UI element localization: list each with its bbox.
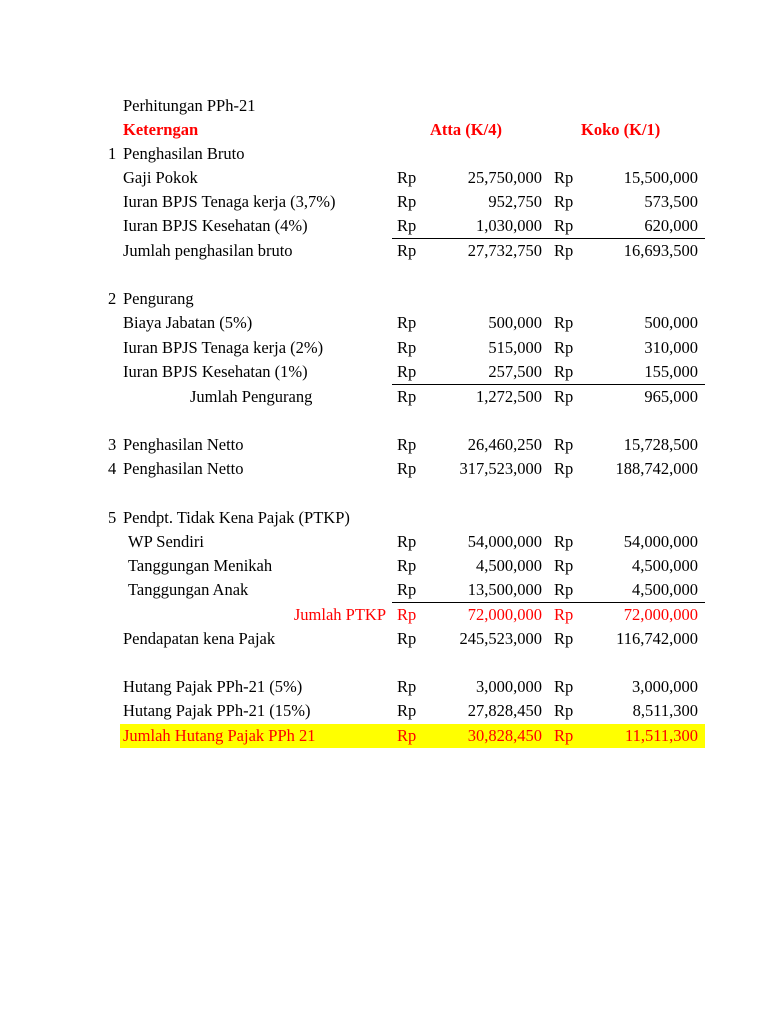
section-number: 5 [108, 508, 117, 527]
table-row [0, 360, 768, 384]
row-label: Jumlah penghasilan bruto [123, 241, 293, 260]
value-atta: 26,460,250 [467, 435, 542, 454]
value-atta: 72,000,000 [467, 605, 542, 624]
currency-label: Rp [397, 629, 417, 648]
section-heading: Pengurang [123, 289, 194, 308]
currency-label: Rp [397, 168, 417, 187]
table-row [0, 336, 768, 360]
currency-label: Rp [554, 387, 574, 406]
total-row [0, 239, 768, 263]
currency-label: Rp [397, 701, 417, 720]
section-heading: Penghasilan Bruto [123, 144, 245, 163]
value-koko: 116,742,000 [616, 629, 698, 648]
value-atta: 317,523,000 [459, 459, 542, 478]
currency-label: Rp [554, 313, 574, 332]
currency-label: Rp [397, 387, 417, 406]
value-koko: 11,511,300 [624, 726, 698, 745]
value-atta: 245,523,000 [459, 629, 542, 648]
value-koko: 4,500,000 [632, 556, 698, 575]
section-number: 3 [108, 435, 117, 454]
grand-total-row [0, 724, 768, 748]
value-atta: 4,500,000 [476, 556, 542, 575]
title-row [0, 94, 768, 118]
table-row [0, 675, 768, 699]
currency-label: Rp [554, 216, 574, 235]
value-atta: 1,272,500 [476, 387, 542, 406]
section-number: 4 [108, 459, 117, 478]
value-atta: 952,750 [488, 192, 542, 211]
row-label: Penghasilan Netto [123, 459, 244, 478]
value-koko: 573,500 [644, 192, 698, 211]
value-atta: 27,828,450 [467, 701, 542, 720]
currency-label: Rp [554, 435, 574, 454]
value-atta: 257,500 [488, 362, 542, 381]
total-row [0, 385, 768, 409]
header-atta: Atta (K/4) [430, 120, 502, 139]
currency-label: Rp [397, 362, 417, 381]
currency-label: Rp [397, 192, 417, 211]
currency-label: Rp [554, 192, 574, 211]
header-row [0, 118, 768, 142]
value-koko: 4,500,000 [632, 580, 698, 599]
table-row [0, 457, 768, 481]
section-heading: Pendpt. Tidak Kena Pajak (PTKP) [123, 508, 350, 527]
currency-label: Rp [554, 629, 574, 648]
value-koko: 965,000 [644, 387, 698, 406]
currency-label: Rp [397, 726, 417, 745]
value-atta: 54,000,000 [467, 532, 542, 551]
ptkp-total-row [0, 603, 768, 627]
currency-label: Rp [554, 701, 574, 720]
value-koko: 188,742,000 [615, 459, 698, 478]
row-label: Iuran BPJS Tenaga kerja (2%) [123, 338, 324, 357]
table-row [0, 190, 768, 214]
section-5-heading [0, 506, 768, 530]
currency-label: Rp [397, 241, 417, 260]
row-label: Tanggungan Menikah [128, 556, 273, 575]
currency-label: Rp [397, 532, 417, 551]
row-label: Tanggungan Anak [128, 580, 249, 599]
table-row [0, 627, 768, 651]
currency-label: Rp [397, 338, 417, 357]
currency-label: Rp [554, 677, 574, 696]
currency-label: Rp [397, 677, 417, 696]
value-atta: 25,750,000 [467, 168, 542, 187]
page-title: Perhitungan PPh-21 [123, 96, 256, 115]
table-row [0, 578, 768, 602]
table-row [0, 166, 768, 190]
row-label: Pendapatan kena Pajak [123, 629, 276, 648]
value-atta: 1,030,000 [476, 216, 542, 235]
value-atta: 27,732,750 [467, 241, 542, 260]
currency-label: Rp [554, 338, 574, 357]
currency-label: Rp [554, 241, 574, 260]
currency-label: Rp [554, 459, 574, 478]
section-number: 2 [108, 289, 117, 308]
value-koko: 620,000 [644, 216, 698, 235]
row-label: Jumlah PTKP [293, 605, 386, 624]
currency-label: Rp [397, 216, 417, 235]
row-label: Iuran BPJS Tenaga kerja (3,7%) [123, 192, 336, 211]
value-atta: 500,000 [488, 313, 542, 332]
value-koko: 3,000,000 [632, 677, 698, 696]
value-koko: 8,511,300 [632, 701, 698, 720]
row-label: Penghasilan Netto [123, 435, 244, 454]
section-2-heading [0, 287, 768, 311]
section-number: 1 [108, 144, 117, 163]
value-koko: 310,000 [644, 338, 698, 357]
currency-label: Rp [397, 605, 417, 624]
currency-label: Rp [554, 605, 574, 624]
table-row [0, 699, 768, 723]
value-atta: 3,000,000 [476, 677, 542, 696]
table-row [0, 433, 768, 457]
table-row [0, 214, 768, 238]
row-label: Iuran BPJS Kesehatan (1%) [123, 362, 308, 381]
currency-label: Rp [397, 459, 417, 478]
currency-label: Rp [397, 435, 417, 454]
row-label: WP Sendiri [128, 532, 204, 551]
table-row [0, 530, 768, 554]
value-atta: 515,000 [488, 338, 542, 357]
section-1-heading [0, 142, 768, 166]
row-label: Jumlah Pengurang [190, 387, 313, 406]
value-koko: 16,693,500 [623, 241, 698, 260]
currency-label: Rp [554, 726, 574, 745]
row-label: Biaya Jabatan (5%) [123, 313, 253, 332]
value-koko: 500,000 [644, 313, 698, 332]
currency-label: Rp [554, 580, 574, 599]
currency-label: Rp [397, 556, 417, 575]
header-keterangan: Keterngan [123, 120, 199, 139]
value-koko: 54,000,000 [623, 532, 698, 551]
value-koko: 15,500,000 [623, 168, 698, 187]
row-label: Iuran BPJS Kesehatan (4%) [123, 216, 308, 235]
row-label: Gaji Pokok [123, 168, 198, 187]
table-row [0, 554, 768, 578]
value-koko: 15,728,500 [623, 435, 698, 454]
row-label: Hutang Pajak PPh-21 (15%) [123, 701, 311, 720]
header-koko: Koko (K/1) [581, 120, 661, 139]
currency-label: Rp [554, 556, 574, 575]
currency-label: Rp [554, 362, 574, 381]
row-label: Hutang Pajak PPh-21 (5%) [123, 677, 303, 696]
row-label: Jumlah Hutang Pajak PPh 21 [123, 726, 316, 745]
currency-label: Rp [397, 580, 417, 599]
table-row [0, 311, 768, 335]
currency-label: Rp [397, 313, 417, 332]
value-koko: 155,000 [644, 362, 698, 381]
value-atta: 30,828,450 [467, 726, 542, 745]
currency-label: Rp [554, 168, 574, 187]
currency-label: Rp [554, 532, 574, 551]
value-atta: 13,500,000 [467, 580, 542, 599]
value-koko: 72,000,000 [623, 605, 698, 624]
